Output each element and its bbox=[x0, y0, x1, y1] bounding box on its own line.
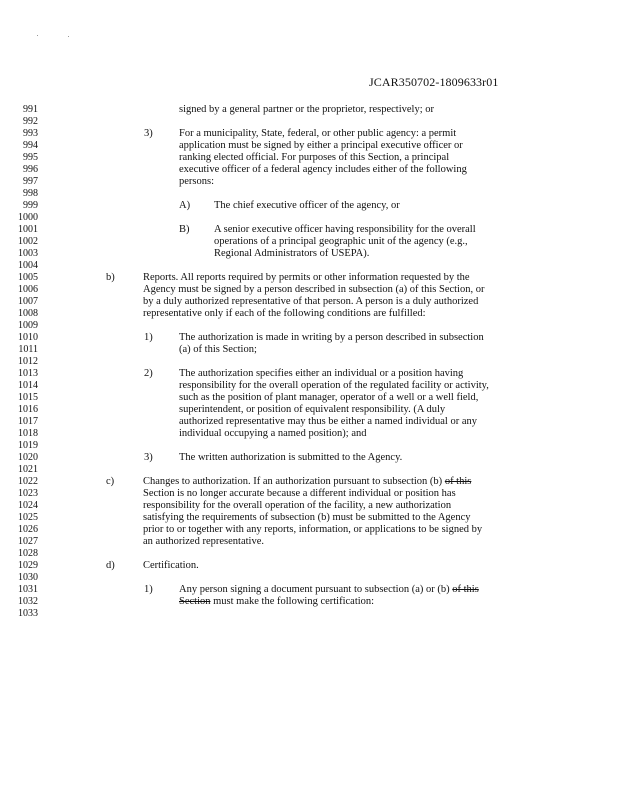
deleted-text: of this bbox=[452, 584, 479, 595]
item-B-line-1: A senior executive officer having responsibility for the overall bbox=[214, 224, 476, 235]
subsection-b-label: b) bbox=[106, 272, 115, 283]
d-item-1-line-1-text: Any person signing a document pursuant to subsection (a) or (b) bbox=[179, 584, 450, 595]
document-id-header: JCAR350702-1809633r01 bbox=[369, 75, 499, 89]
deleted-text: Section bbox=[179, 596, 211, 607]
line-number: 1008 bbox=[18, 308, 38, 319]
subsection-c-label: c) bbox=[106, 476, 115, 487]
subsection-c-line-1-text: Changes to authorization. If an authorization pursuant to subsection (b) bbox=[143, 476, 443, 487]
subsection-d-line-1: Certification. bbox=[143, 560, 199, 571]
line-number: 1021 bbox=[18, 464, 38, 475]
line-number: 1022 bbox=[18, 476, 38, 487]
line-number: 1005 bbox=[18, 272, 38, 283]
item-A-text: The chief executive officer of the agency, or bbox=[214, 200, 400, 211]
subsection-b-line-2: Agency must be signed by a person described in subsection (a) of this Section, or bbox=[143, 284, 485, 295]
b-item-2-line-4: superintendent, or position of equivalent responsibility. (A duly bbox=[179, 404, 446, 415]
subsection-c-line-1 bbox=[143, 476, 471, 488]
line-number: 1027 bbox=[18, 536, 38, 547]
item-A-label: A) bbox=[179, 200, 191, 211]
line-number: 994 bbox=[23, 140, 38, 151]
b-item-2-line-5: authorized representative may thus be either a named individual or any bbox=[179, 416, 477, 427]
d-item-1-label: 1) bbox=[144, 584, 153, 595]
line-number: 1000 bbox=[18, 212, 38, 223]
item-B-line-3: Regional Administrators of USEPA). bbox=[214, 248, 370, 259]
line-number: 999 bbox=[23, 200, 38, 211]
line-number: 1025 bbox=[18, 512, 38, 523]
item-B-line-2: operations of a principal geographic unit of the agency (e.g., bbox=[214, 236, 468, 247]
item-3-line-2: application must be signed by either a principal executive officer or bbox=[179, 140, 463, 151]
line-number: 1012 bbox=[18, 356, 38, 367]
subsection-b-line-1: Reports. All reports required by permits or other information requested by the bbox=[143, 272, 470, 283]
line-number: 1014 bbox=[18, 380, 38, 391]
subsection-c-line-3: responsibility for the overall operation of the facility, a new authorization bbox=[143, 500, 452, 511]
subsection-d-label: d) bbox=[106, 560, 115, 571]
item-3-label: 3) bbox=[144, 128, 153, 139]
d-item-1-line-2-text: must make the following certification: bbox=[213, 596, 375, 607]
line-number: 1023 bbox=[18, 488, 38, 499]
deleted-text: of this bbox=[444, 476, 472, 487]
line-number: 995 bbox=[23, 152, 38, 163]
line-number: 996 bbox=[23, 164, 38, 175]
line-number: 1003 bbox=[18, 248, 38, 259]
line-number: 1026 bbox=[18, 524, 38, 535]
line-number: 1010 bbox=[18, 332, 38, 343]
d-item-1-line-2 bbox=[179, 596, 374, 608]
b-item-3-line-1: The written authorization is submitted to the Agency. bbox=[179, 452, 403, 463]
line-number: 1032 bbox=[18, 596, 38, 607]
b-item-2-line-2: responsibility for the overall operation of the regulated facility or activity, bbox=[179, 380, 489, 391]
item-3-line-4: executive officer of a federal agency includes either of the following bbox=[179, 164, 467, 175]
b-item-2-label: 2) bbox=[144, 368, 153, 379]
subsection-c-line-5: prior to or together with any reports, information, or applications to be signed by bbox=[143, 524, 483, 535]
subsection-c-line-4: satisfying the requirements of subsection (b) must be submitted to the Agency bbox=[143, 512, 471, 523]
line-number: 1002 bbox=[18, 236, 38, 247]
line-number: 1033 bbox=[18, 608, 38, 619]
line-number: 1006 bbox=[18, 284, 38, 295]
item-B-label: B) bbox=[179, 224, 190, 235]
b-item-1-label: 1) bbox=[144, 332, 153, 343]
line-number: 1019 bbox=[18, 440, 38, 451]
line-number: 997 bbox=[23, 176, 38, 187]
d-item-1-line-1 bbox=[179, 584, 479, 596]
line-number: 1009 bbox=[18, 320, 38, 331]
line-number: 1001 bbox=[18, 224, 38, 235]
line-number: 1028 bbox=[18, 548, 38, 559]
line-number: 991 bbox=[23, 104, 38, 115]
line-number: 1030 bbox=[18, 572, 38, 583]
b-item-1-line-1: The authorization is made in writing by a person described in subsection bbox=[179, 332, 484, 343]
line-number: 992 bbox=[23, 116, 38, 127]
item-3-line-1: For a municipality, State, federal, or other public agency: a permit bbox=[179, 128, 457, 139]
subsection-b-line-3: by a duly authorized representative of that person. A person is a duly authorized bbox=[143, 296, 479, 307]
b-item-2-line-3: such as the position of plant manager, operator of a well or a well field, bbox=[179, 392, 479, 403]
line-number: 1031 bbox=[18, 584, 38, 595]
line-number: 1011 bbox=[18, 344, 38, 355]
line-991-text: signed by a general partner or the proprietor, respectively; or bbox=[179, 104, 434, 115]
line-number: 1013 bbox=[18, 368, 38, 379]
item-3-line-3: ranking elected official. For purposes of this Section, a principal bbox=[179, 152, 450, 163]
line-number: 1015 bbox=[18, 392, 38, 403]
line-number: 1020 bbox=[18, 452, 38, 463]
b-item-2-line-6: individual occupying a named position); and bbox=[179, 428, 367, 439]
subsection-b-line-4: representative only if each of the following conditions are fulfilled: bbox=[143, 308, 426, 319]
line-number: 993 bbox=[23, 128, 38, 139]
line-number: 1024 bbox=[18, 500, 38, 511]
line-number: 1016 bbox=[18, 404, 38, 415]
line-number: 1029 bbox=[18, 560, 38, 571]
line-number: 1017 bbox=[18, 416, 38, 427]
item-3-line-5: persons: bbox=[179, 176, 214, 187]
line-number: 998 bbox=[23, 188, 38, 199]
line-number: 1018 bbox=[18, 428, 38, 439]
subsection-c-line-2: Section is no longer accurate because a different individual or position has bbox=[143, 488, 456, 499]
b-item-2-line-1: The authorization specifies either an individual or a position having bbox=[179, 368, 464, 379]
b-item-1-line-2: (a) of this Section; bbox=[179, 344, 257, 355]
subsection-c-line-6: an authorized representative. bbox=[143, 536, 264, 547]
line-number: 1007 bbox=[18, 296, 38, 307]
line-number: 1004 bbox=[18, 260, 38, 271]
b-item-3-label: 3) bbox=[144, 452, 153, 463]
